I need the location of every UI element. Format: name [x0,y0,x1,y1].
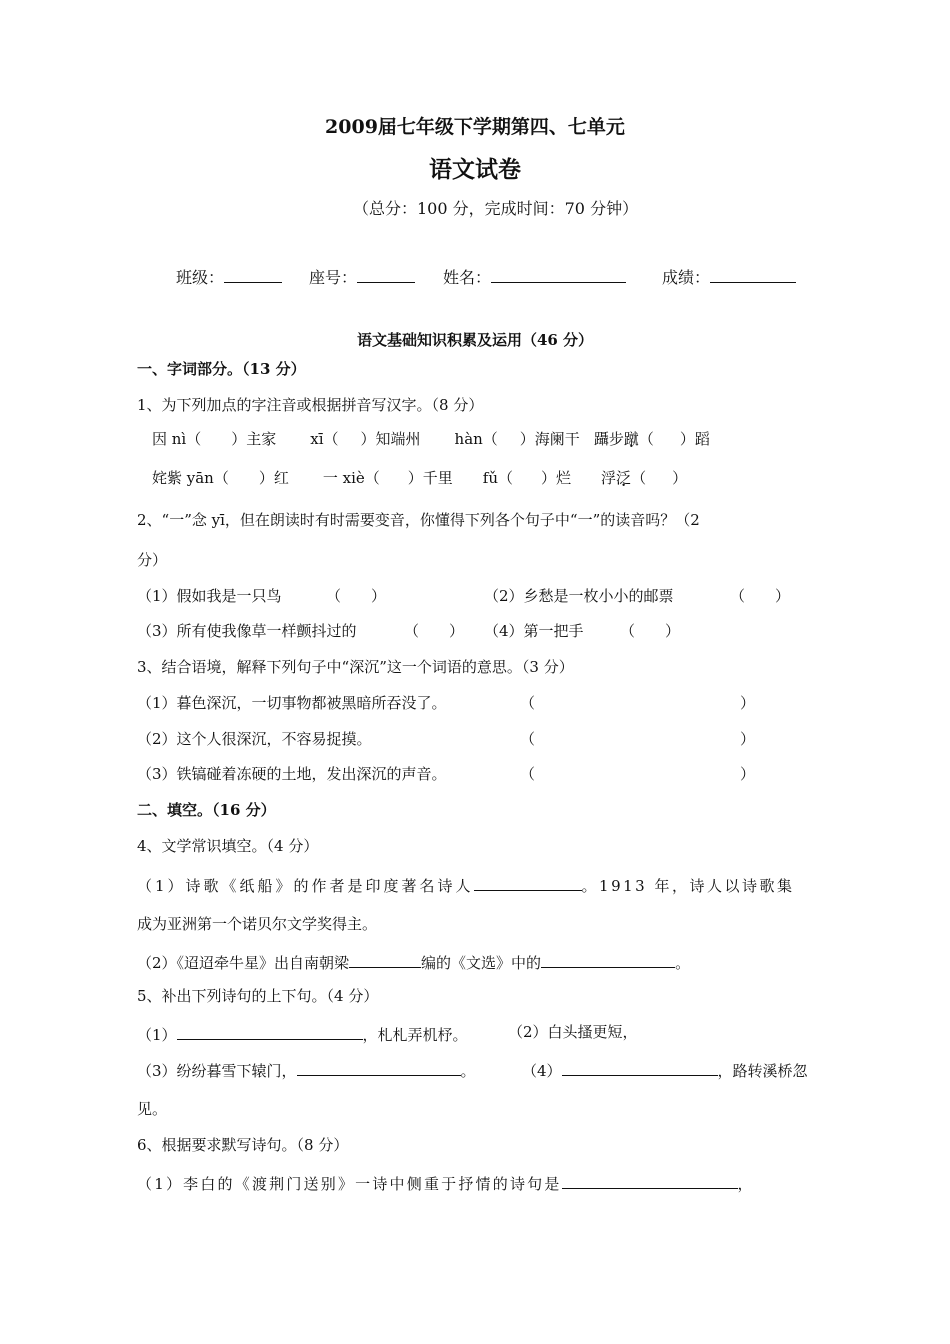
score-field [662,268,796,286]
q4-line3: （2）《迢迢牵牛星》出自南朝梁 编的《文选》中的 。 [137,954,691,972]
q2-item3: （3）所有使我像草一样颤抖过的 [137,622,357,640]
q5-item4-cont: 见。 [137,1100,168,1118]
q5-stem: 5、补出下列诗句的上下句。（4 分） [137,987,379,1005]
q5-item2: （2）白头搔更短， [508,1023,638,1041]
score-blank[interactable] [710,268,796,283]
q2-answer3[interactable]: （ ） [404,622,465,640]
q3-item3: （3）铁镐碰着冻硬的土地，发出深沉的声音。 [137,765,447,783]
q2-stem: 2、“一”念 yī，但在朗读时有时需要变音，你懂得下列各个句子中“一”的读音吗？（2 [137,511,700,529]
exam-subtitle: （总分：100 分，完成时间：70 分钟） [353,199,639,218]
score-label: 成绩： [662,268,711,287]
q2-item2: （2）乡愁是一枚小小的邮票 [484,587,674,605]
q6-stem: 6、根据要求默写诗句。（8 分） [137,1136,349,1154]
q4-blank1[interactable] [474,876,582,891]
q2-item1: （1）假如我是一只鸟 [137,587,282,605]
q2-item4: （4）第一把手 [484,622,584,640]
q3-answer2-open[interactable]: （ [520,730,536,748]
name-field [443,268,626,286]
q4-line1: （1）诗歌《纸船》的作者是印度著名诗人 。1913 年，诗人以诗歌集 [137,877,795,895]
q3-answer1-close: ） [740,694,756,712]
exam-title-line1: 2009届七年级下学期第四、七单元 [325,116,625,138]
exam-title-line2: 语文试卷 [429,156,521,183]
q3-stem: 3、结合语境，解释下列句子中“深沉”这一个词语的意思。（3 分） [137,658,574,676]
q3-answer3-open[interactable]: （ [520,765,536,783]
seat-blank[interactable] [357,268,415,283]
q1-row2: 姹紫 yān（ ）红 一 xiè（ ）千里 fǔ（ ）烂 浮泛（ ） [152,469,688,487]
q1-stem: 1、为下列加点的字注音或根据拼音写汉字。（8 分） [137,396,484,414]
q3-answer1-open[interactable]: （ [520,694,536,712]
q5-item3: （3）纷纷暮雪下辕门， 。 [137,1062,476,1080]
q1-row1: 因 nì（ ）主家 xī（ ）知端州 hàn（ ）海阑干 躡步蹴（ ）蹈 [152,430,710,448]
q4-stem: 4、文学常识填空。（4 分） [137,837,319,855]
q5-blank1[interactable] [177,1025,363,1040]
q2-answer4[interactable]: （ ） [620,622,681,640]
q3-answer3-close: ） [740,765,756,783]
name-blank[interactable] [491,268,626,283]
class-field [176,268,282,286]
q5-blank4[interactable] [562,1061,718,1076]
q3-answer2-close: ） [740,730,756,748]
q2-answer2[interactable]: （ ） [730,587,791,605]
class-label: 班级： [176,268,225,287]
q5-blank3[interactable] [297,1061,461,1076]
q3-item2: （2）这个人很深沉，不容易捉摸。 [137,730,372,748]
name-label: 姓名： [443,268,492,287]
q3-item1: （1）暮色深沉，一切事物都被黑暗所吞没了。 [137,694,447,712]
class-blank[interactable] [224,268,282,283]
q2-stem-cont: 分） [137,551,168,569]
section-heading: 语文基础知识积累及运用（46 分） [356,331,594,349]
q4-blank3[interactable] [541,953,675,968]
q2-answer1[interactable]: （ ） [326,587,387,605]
seat-label: 座号： [309,268,358,287]
q6-blank1[interactable] [562,1174,738,1189]
dotted-char: 泛 [616,469,632,487]
q5-item1: （1） ，札札弄机杼。 [137,1026,468,1044]
dotted-char: 蹴 [623,430,639,448]
seat-field [309,268,415,286]
q5-item4: （4） ，路转溪桥忽 [522,1062,808,1080]
part1-heading: 一、字词部分。（13 分） [137,360,306,378]
part2-heading: 二、填空。（16 分） [137,801,276,819]
q4-line2: 成为亚洲第一个诺贝尔文学奖得主。 [137,915,378,933]
q6-line1: （1）李白的《渡荆门送别》一诗中侧重于抒情的诗句是 ， [137,1175,753,1193]
q4-blank2[interactable] [349,953,421,968]
